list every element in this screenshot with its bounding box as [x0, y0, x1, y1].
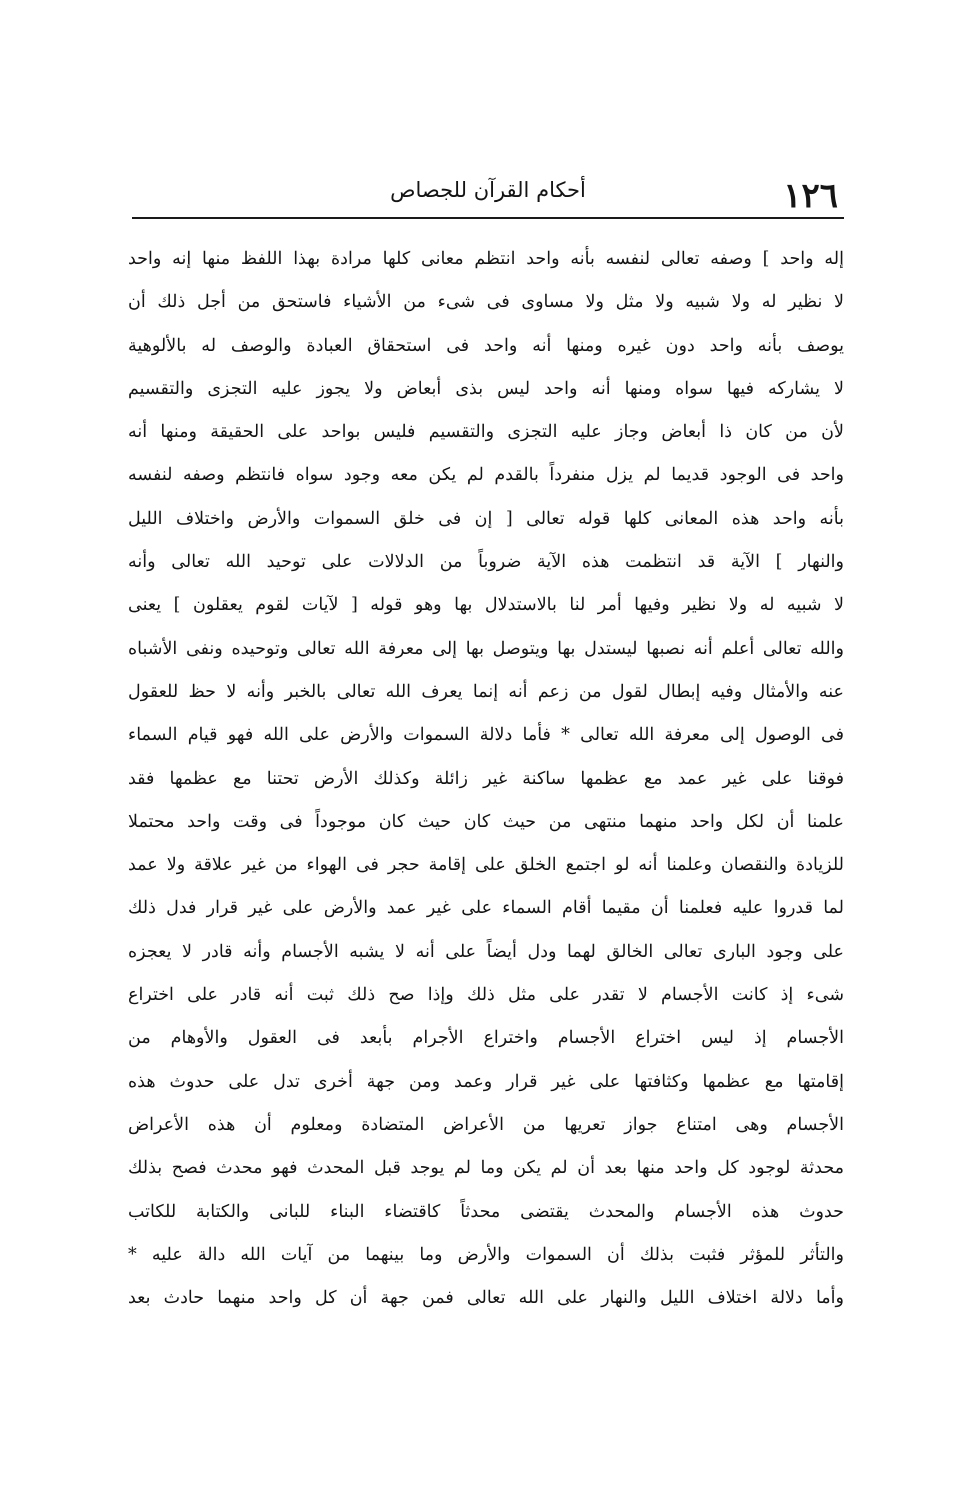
- text-line: حدوث هذه الأجسام والمحدث يقتضى محدثاً كاقتضاء البناء للبانى والكتابة للكاتب: [128, 1201, 844, 1222]
- text-line: لا يشاركه فيها سواه ومنها أنه واحد ليس بذى أبعاض ولا يجوز عليه التجزى والتقسيم: [128, 378, 844, 399]
- text-line: الأجسام وهى امتناع جواز تعريها من الأعراض المتضادة ومعلوم أن هذه الأعراض: [128, 1114, 844, 1135]
- text-line: محدثة لوجود كل واحد منها بعد أن لم يكن وما لم يوجد قبل المحدث فهو محدث فصح بذلك: [128, 1158, 844, 1179]
- text-line: لا نظير له ولا شبيه ولا مثل ولا مساوى فى شىء من الأشياء فاستحق من أجل ذلك أن: [128, 292, 844, 313]
- header-rule: [132, 217, 844, 219]
- text-line: بأنه واحد هذه المعانى كلها قوله تعالى [ إن فى خلق السموات والأرض واختلاف الليل: [128, 508, 844, 529]
- text-line: لأن من كان ذا أبعاض وجاز عليه التجزى والتقسيم فليس بواحد على الحقيقة ومنها أنه: [128, 422, 844, 443]
- text-line: علمنا أن لكل واحد منهما منتهى من حيث كان حيث كان موجوداً فى وقت واحد محتملا: [128, 811, 844, 832]
- text-line: وأما دلالة اختلاف الليل والنهار على الله تعالى فمن جهة أن كل واحد منهما حادث بعد: [128, 1288, 844, 1309]
- text-line: يوصف بأنه واحد دون غيره ومنها أنه واحد فى استحقاق العبادة والوصف له بالألوهية: [128, 335, 844, 356]
- text-line: والنهار ] الآية قد انتظمت هذه الآية ضروباً من الدلالات على توحيد الله تعالى وأنه: [128, 552, 844, 573]
- text-line: شىء إذ كانت الأجسام لا تقدر على مثل ذلك وإذا صح ذلك ثبت أنه قادر على اختراع: [128, 985, 844, 1006]
- text-line: فوقنا على غير عمد مع عظمها ساكنة غير زائلة وكذلك الأرض تحتنا مع عظمها فقد: [128, 768, 844, 789]
- page-number: ١٢٦: [783, 176, 838, 216]
- text-line: لا شبيه له ولا نظير وفيها أمر لنا بالاستدلال بها وهو قوله [ لآيات لقوم يعقلون ] يعنى: [128, 595, 844, 616]
- body-text: [128, 238, 844, 1320]
- text-line: لما قدروا عليه فعلمنا أن مقيما أقام السماء على غير عمد والأرض على غير قرار فدل ذلك: [128, 898, 844, 919]
- text-line: والله تعالى أعلم أنه نصبها ليستدل بها ويتوصل بها إلى معرفة الله تعالى وتوحيده ونفى الأشباه: [128, 638, 844, 659]
- text-line: إقامتها مع عظمها وكثافتها على غير قرار وعمد ومن جهة أخرى تدل على حدوث هذه: [128, 1071, 844, 1092]
- text-line: عنه والأمثال وفيه إبطال لقول من زعم أنه إنما يعرف الله تعالى بالخبر وأنه لا حظ للعقول: [128, 681, 844, 702]
- book-title: أحكام القرآن للجصاص: [390, 178, 586, 202]
- text-line: والتأثر للمؤثر فثبت بذلك أن السموات والأرض وما بينهما من آيات الله دالة عليه *: [128, 1244, 844, 1265]
- running-header: [132, 168, 844, 214]
- text-line: واحد فى الوجود قديما لم يزل منفرداً بالقدم لم يكن معه وجود سواه فانتظم وصفه لنفسه: [128, 465, 844, 486]
- text-line: للزيادة والنقصان وعلمنا أنه لو اجتمع الخلق على إقامة حجر فى الهواء من غير علاقة ولا عمد: [128, 855, 844, 876]
- text-line: فى الوصول إلى معرفة الله تعالى * فأما دلالة السموات والأرض على الله فهو قيام السماء: [128, 725, 844, 746]
- text-line: على وجود البارى تعالى الخالق لهما ودل أيضاً على أنه لا يشبه الأجسام وأنه قادر لا يعجزه: [128, 941, 844, 962]
- text-line: الأجسام إذ ليس اختراع الأجسام واختراع الأجرام بأبعد فى العقول والأوهام من: [128, 1028, 844, 1049]
- text-line: إله واحد ] وصفه تعالى لنفسه بأنه واحد انتظم معانى كلها مرادة بهذا اللفظ منها إنه واحد: [128, 249, 844, 269]
